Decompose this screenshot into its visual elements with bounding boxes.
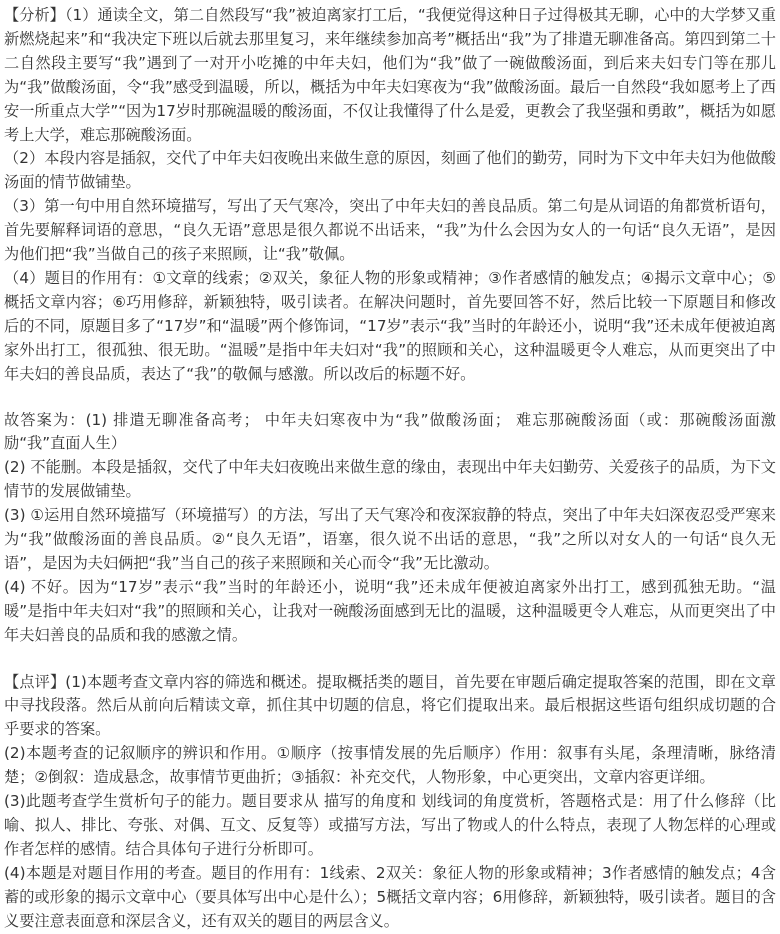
analysis-section bbox=[4, 4, 776, 387]
answer-paragraph-1: 故答案为：(1) 排遣无聊准备高考； 中年夫妇寒夜中为“我”做酸汤面； 难忘那碗酸汤面（或：那碗酸汤面激励“我”直面人生） bbox=[4, 410, 776, 453]
comment-section bbox=[4, 671, 776, 934]
answer-section bbox=[4, 409, 776, 648]
comment-paragraph-1: 【点评】(1)本题考查文章内容的筛选和概述。提取概括类的题目，首先要在审题后确定提取答案的范围，即在文章中寻找段落。然后从前向后精读文章，抓住其中切题的信息，将它们提取出来。最后根据这些语句组织成切题的合乎要求的答案。 bbox=[4, 672, 776, 739]
comment-paragraph-2: (2)本题考查的记叙顺序的辨识和作用。①顺序（按事情发展的先后顺序）作用：叙事有头尾，条理清晰，脉络清楚；②倒叙：造成悬念，故事情节更曲折；③插叙：补充交代，人物形象，中心更突出，文章内容更详细。 bbox=[4, 744, 776, 787]
answer-paragraph-3: (3) ①运用自然环境描写（环境描写）的方法，写出了天气寒冷和夜深寂静的特点，突出了中年夫妇深夜忍受严寒来为“我”做酸汤面的善良品质。②“良久无语”，语塞，很久说不出话的意思，“我”之所以对女人的一句话“良久无语”，是因为夫妇俩把“我”当自己的孩子来照顾和关心而令“我”无比激动。 bbox=[4, 506, 776, 572]
answer-paragraph-4: (4) 不好。因为“17岁”表示“我”当时的年龄还小，说明“我”还未成年便被迫离家外出打工，感到孤独无助。“温暖”是指中年夫妇对“我”的照顾和关心，让我对一碗酸汤面感到无比的温暖，这种温暖更令人难忘，从而更突出了中年夫妇善良的品质和我的感激之情。 bbox=[4, 577, 776, 644]
analysis-paragraph-2: （2）本段内容是插叙，交代了中年夫妇夜晚出来做生意的原因，刻画了他们的勤劳，同时为下文中年夫妇为他做酸汤面的情节做铺垫。 bbox=[4, 149, 776, 192]
answer-paragraph-2: (2) 不能删。本段是插叙，交代了中年夫妇夜晚出来做生意的缘由，表现出中年夫妇勤劳、关爱孩子的品质，为下文情节的发展做铺垫。 bbox=[4, 458, 776, 501]
analysis-paragraph-4: （4）题目的作用有：①文章的线索；②双关，象征人物的形象或精神；③作者感情的触发点；④揭示文章中心；⑤概括文章内容；⑥巧用修辞，新颖独特，吸引读者。在解决问题时，首先要回答不好，然后比较一下原题目和修改后的不同，原题目多了“17岁”和“温暖”两个修饰词，“17岁”表示“我”当时的年龄还小，说明“我”还未成年便被迫离家外出打工，很孤独、很无助。“温暖”是指中年夫妇对“我”的照顾和关心，这种温暖更令人难忘，从而更突出了中年夫妇的善良品质，表达了“我”的敬佩与感激。所以改后的标题不好。 bbox=[4, 268, 776, 383]
analysis-paragraph-3: （3）第一句中用自然环境描写，写出了天气寒冷，突出了中年夫妇的善良品质。第二句是从词语的角都赏析语句，首先要解释词语的意思，“良久无语”意思是很久都说不出话来，“我”为什么会因为女人的一句话“良久无语”，是因为他们把“我”当做自己的孩子来照顾，让“我”敬佩。 bbox=[4, 197, 776, 264]
solution-document bbox=[4, 4, 776, 934]
analysis-paragraph-1: 【分析】（1）通读全文，第二自然段写“我”被迫离家打工后，“我便觉得这种日子过得极其无聊，心中的大学梦又重新燃烧起来”和“我决定下班以后就去那里复习，来年继续参加高考”概括出“我”为了排遣无聊准备高。第四到第二十二自然段主要写“我”遇到了一对开小吃摊的中年夫妇，他们为“我”做了一碗做酸汤面，到后来夫妇专门等在那儿为“我”做酸汤面，令“我”感受到温暖，所以，概括为中年夫妇寒夜为“我”做酸汤面。最后一自然段“我如愿考上了西安一所重点大学”“因为17岁时那碗温暖的酸汤面，不仅让我懂得了什么是爱，更教会了我坚强和勇敢”，概括为如愿考上大学，难忘那碗酸汤面。 bbox=[4, 6, 776, 144]
comment-paragraph-4: (4)本题是对题目作用的考查。题目的作用有：1线索、2双关：象征人物的形象或精神；3作者感情的触发点；4含蓄的或形象的揭示文章中心（要具体写出中心是什么）；5概括文章内容；6用修辞，新颖独特，吸引读者。题目的含义要注意表面意和深层含义，还有双关的题目的两层含义。 bbox=[4, 863, 776, 930]
comment-paragraph-3: (3)此题考查学生赏析句子的能力。题目要求从 描写的角度和 划线词的角度赏析，答题格式是：用了什么修辞（比喻、拟人、排比、夸张、对偶、互文、反复等）或描写方法，写出了物或人的什么特点，表现了人物怎样的心理或作者怎样的感情。结合具体句子进行分析即可。 bbox=[4, 792, 776, 858]
